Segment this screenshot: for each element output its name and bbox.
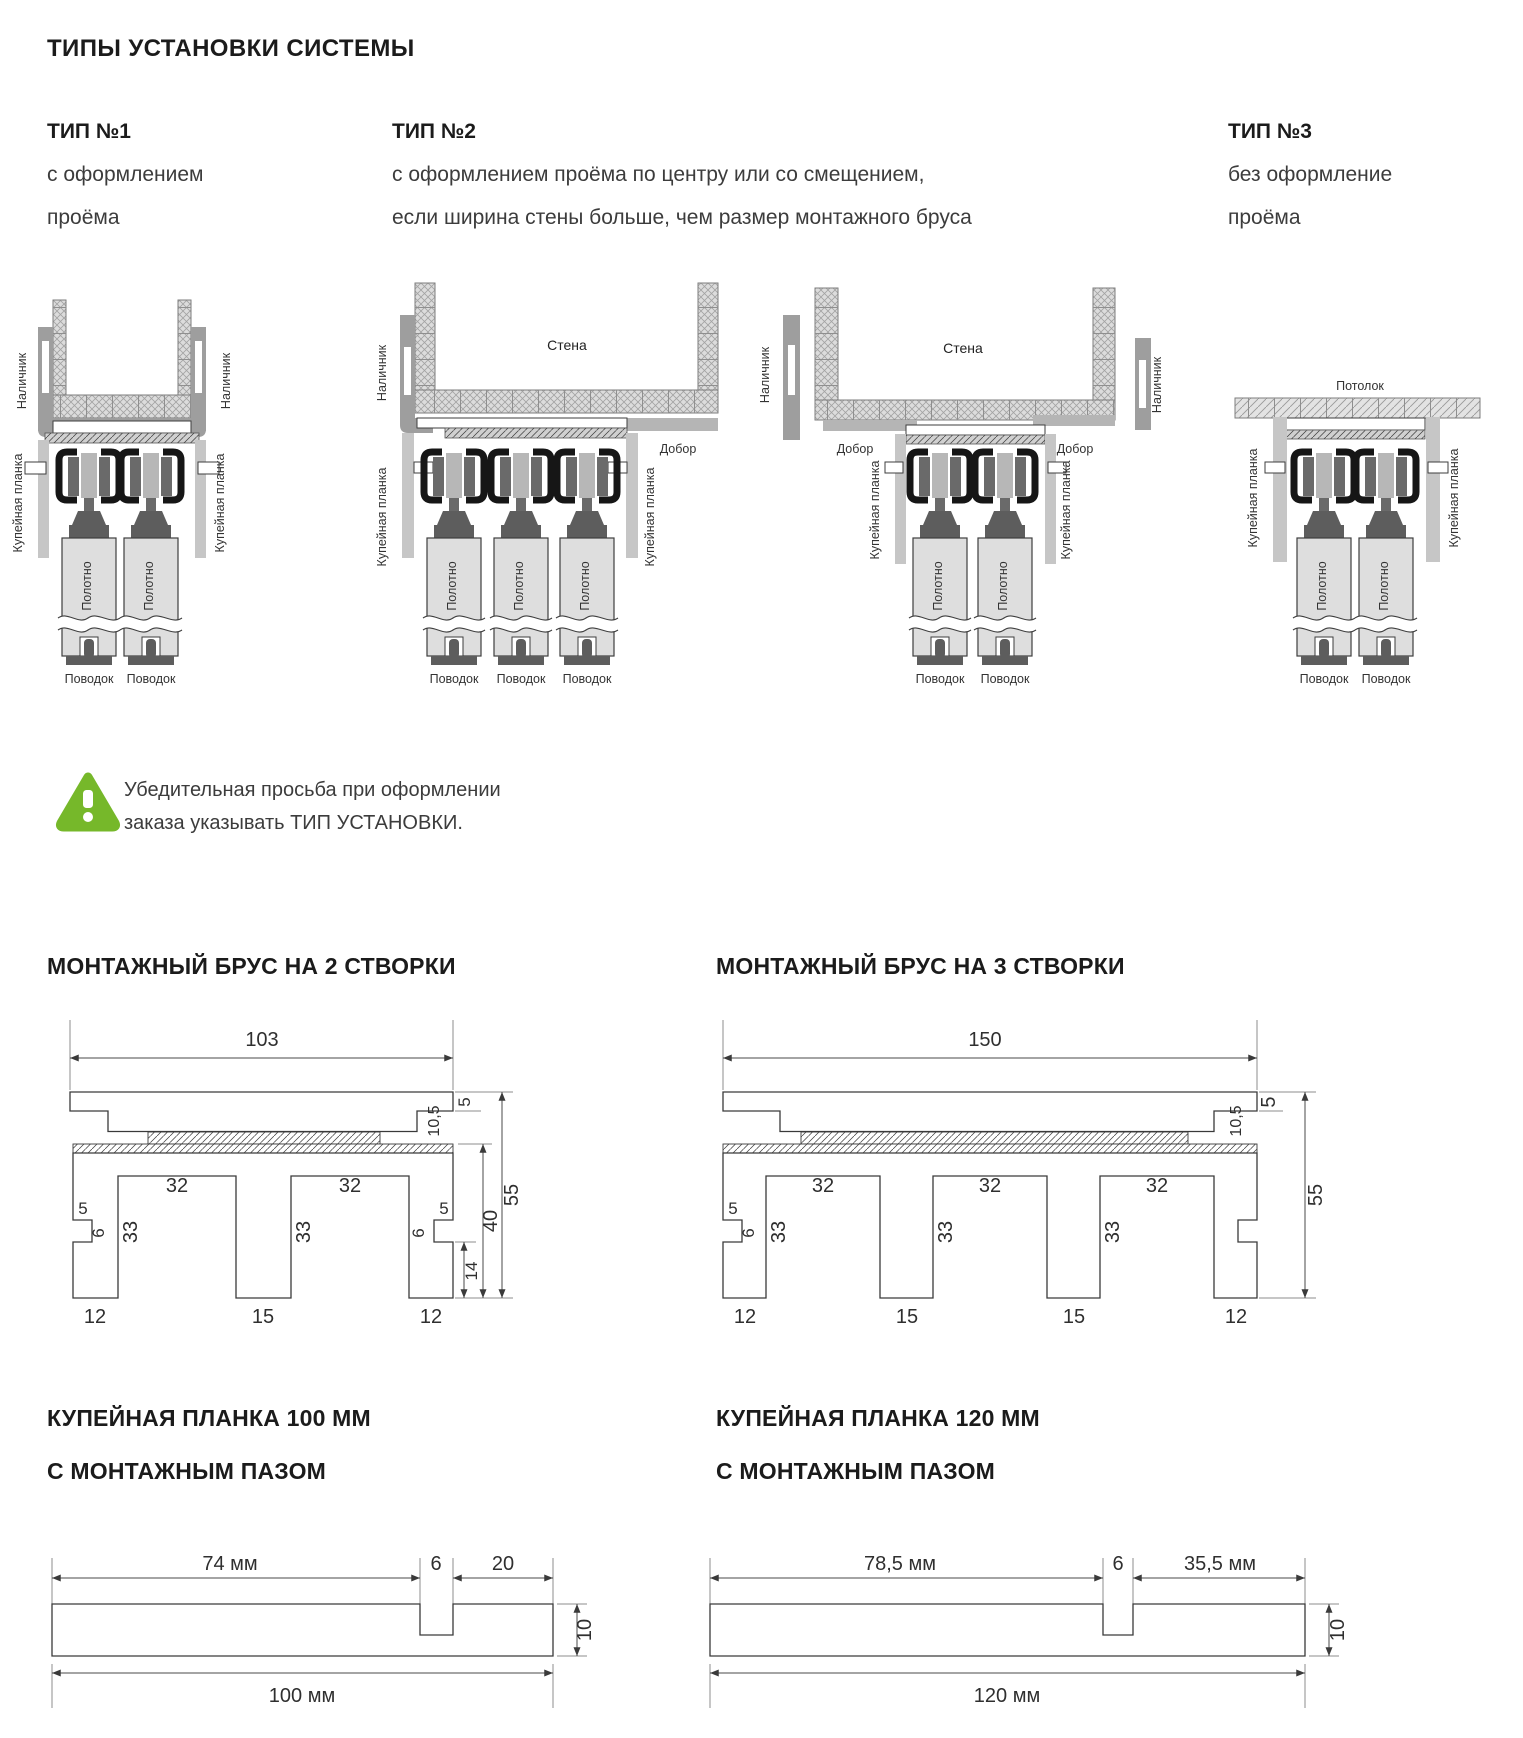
dim-value: 32 (338, 1175, 362, 1197)
dobor-strip (823, 420, 917, 431)
track-base (417, 418, 627, 428)
type1-diagram (8, 255, 268, 700)
beam2-title: МОНТАЖНЫЙ БРУС НА 2 СТВОРКИ (47, 953, 456, 979)
dim-value: 100 мм (268, 1685, 336, 1707)
dim-value: 55 (501, 1183, 523, 1207)
dobor-strip (613, 418, 718, 431)
dobor-label: Добор (1056, 442, 1094, 456)
track-base (53, 421, 191, 433)
hatched-plank (73, 1132, 453, 1153)
plank-label: Купейная планка (11, 453, 25, 553)
page-title: ТИПЫ УСТАНОВКИ СИСТЕМЫ (47, 35, 415, 62)
wall (53, 300, 191, 418)
plank-profile (710, 1604, 1305, 1656)
dim-value: 12 (1224, 1306, 1248, 1328)
dim-total (710, 1664, 1305, 1708)
dim-value: 120 мм (973, 1685, 1041, 1707)
mount-strip (45, 433, 199, 443)
plank-label: Купейная планка (1447, 448, 1461, 548)
plank100-title-line1: КУПЕЙНАЯ ПЛАНКА 100 ММ (47, 1405, 371, 1431)
track-base (1285, 418, 1425, 430)
casing-label: Наличник (15, 352, 29, 410)
dim-value: 10,5 (1228, 1105, 1245, 1137)
dim-value: 32 (811, 1175, 835, 1197)
dim-value: 6 (89, 1228, 108, 1238)
dim-value: 12 (419, 1306, 443, 1328)
dim-value: 103 (245, 1029, 279, 1051)
dim-value: 20 (491, 1553, 515, 1575)
dim-value: 150 (968, 1029, 1002, 1051)
dobor-label: Добор (659, 442, 697, 456)
door-unit (1355, 452, 1417, 686)
type-1-title: ТИП №1 (47, 120, 131, 143)
casing-label: Наличник (758, 346, 772, 404)
warning-line: заказа указывать ТИП УСТАНОВКИ. (124, 812, 463, 834)
dim-value: 5 (78, 1199, 88, 1218)
warning-line: Убедительная просьба при оформлении (124, 779, 501, 801)
type-3-desc-line: проёма (1228, 206, 1301, 229)
type-2-desc-line: с оформлением проёма по центру или со смещением, (392, 163, 925, 186)
dim-height (557, 1604, 596, 1656)
mount-strip (906, 435, 1045, 444)
dim-value: 10 (1327, 1618, 1349, 1642)
plank120-title-line2: С МОНТАЖНЫМ ПАЗОМ (716, 1458, 996, 1484)
dim-value: 32 (978, 1175, 1002, 1197)
type2-diagram (330, 255, 730, 700)
door-unit (909, 452, 971, 686)
type-2-title: ТИП №2 (392, 120, 476, 143)
casing-label: Наличник (375, 344, 389, 402)
casing-label: Наличник (219, 352, 233, 410)
dim-value: 10 (574, 1618, 596, 1642)
plank120-diagram (650, 1530, 1350, 1735)
wall-label: Стена (943, 340, 983, 356)
type-2-desc-line: если ширина стены больше, чем размер монтажного бруса (392, 206, 972, 229)
dim-value: 33 (293, 1220, 315, 1244)
dim-value: 40 (480, 1209, 502, 1233)
dim-value: 55 (1305, 1183, 1327, 1207)
dim-value: 6 (409, 1228, 428, 1238)
plank-label: Купейная планка (213, 453, 227, 553)
type-3-title: ТИП №3 (1228, 120, 1312, 143)
dobor-label: Добор (836, 442, 874, 456)
dim-value: 12 (83, 1306, 107, 1328)
plank-label: Купейная планка (643, 467, 657, 567)
plank-label: Купейная планка (1246, 448, 1260, 548)
warning-icon (52, 770, 124, 834)
dim-value: 5 (439, 1199, 449, 1218)
dim-width (723, 1020, 1257, 1090)
dim-total (52, 1664, 553, 1708)
dim-value: 74 мм (202, 1553, 258, 1575)
dim-value: 33 (120, 1220, 142, 1244)
dim-value: 15 (251, 1306, 275, 1328)
page: Полотно Поводок ТИПЫ УСТАНОВКИ СИСТЕМЫ ТИП №1 с оформлением проёма ТИП №2 с оформлением проёма по центру или со смещением, если ширина стены больше, чем размер монтажного бруса ТИП №3 без оформление проёма Наличник Наличник Купейная планка Купейная планка Стена Наличник Добор Купейная планка Купейная планка Стена Наличник Наличник Добор Добор Купейная планка Купейная планка Потолок Купейная планка Купейная планка Убедительная просьба при оформлении заказа указывать ТИП УСТАНОВКИ. МОНТАЖНЫЙ БРУС НА 2 СТВОРКИ МОНТАЖНЫЙ БРУС НА 3 СТВОРКИ 103 32 32 33 33 5 6 5 6 12 15 12 5 10,5 14 40 55 150 32 32 32 33 33 33 5 6 12 15 15 12 5 10,5 55 КУПЕЙНАЯ ПЛАНКА 100 ММ С МОНТАЖНЫМ ПАЗОМ КУПЕЙНАЯ ПЛАНКА 120 ММ С МОНТАЖНЫМ ПАЗОМ 74 мм 6 20 10 100 мм 78,5 мм 6 35,5 мм 10 120 мм (0, 0, 1523, 1738)
door-unit (58, 452, 120, 686)
track-base (906, 425, 1045, 435)
plank120-title (716, 1392, 1040, 1498)
dim-value: 35,5 мм (1184, 1553, 1256, 1575)
plank-profile (52, 1604, 553, 1656)
door-unit (490, 452, 552, 686)
door-unit (974, 452, 1036, 686)
mount-strip (445, 428, 627, 438)
dim-value: 33 (935, 1220, 957, 1244)
plank-label: Купейная планка (1059, 460, 1073, 560)
dim-value: 6 (1112, 1553, 1124, 1575)
dim-value: 32 (165, 1175, 189, 1197)
hatched-plank (723, 1132, 1257, 1153)
dim-value: 5 (455, 1097, 474, 1107)
dim-value: 15 (895, 1306, 919, 1328)
type-1-desc-line: проёма (47, 206, 120, 229)
door-unit (1293, 452, 1355, 686)
dim-value: 12 (733, 1306, 757, 1328)
plank120-title-line1: КУПЕЙНАЯ ПЛАНКА 120 ММ (716, 1405, 1040, 1431)
dim-value: 6 (430, 1553, 442, 1575)
dim-value: 32 (1145, 1175, 1169, 1197)
ceiling-label: Потолок (1336, 379, 1384, 393)
dobor-strip (1033, 415, 1115, 426)
dim-top (710, 1553, 1305, 1604)
type-3-desc-line: без оформление (1228, 163, 1393, 186)
mount-strip (1285, 430, 1425, 439)
warning-exclamation-dot (83, 812, 93, 822)
dim-value: 33 (768, 1220, 790, 1244)
door-unit (556, 452, 618, 686)
dim-value: 33 (1102, 1220, 1124, 1244)
dim-value: 6 (739, 1228, 758, 1238)
wall-label: Стена (547, 337, 587, 353)
type-1-desc-line: с оформлением (47, 163, 204, 186)
top-plate (723, 1092, 1257, 1132)
dim-width (70, 1020, 453, 1090)
beam3-title: МОНТАЖНЫЙ БРУС НА 3 СТВОРКИ (716, 953, 1125, 979)
plank100-diagram (30, 1530, 595, 1735)
plank100-title (47, 1392, 371, 1498)
dim-top (52, 1553, 553, 1604)
ceiling (1235, 398, 1480, 418)
dim-value: 10,5 (426, 1105, 443, 1137)
dim-value: 15 (1062, 1306, 1086, 1328)
type3-diagram (1170, 255, 1523, 700)
beam2-diagram (40, 980, 540, 1330)
dim-value: 78,5 мм (864, 1553, 936, 1575)
plank-label: Купейная планка (375, 467, 389, 567)
plank100-title-line2: С МОНТАЖНЫМ ПАЗОМ (47, 1458, 327, 1484)
door-unit (120, 452, 182, 686)
dim-value: 5 (728, 1199, 738, 1218)
dim-value: 5 (1258, 1096, 1280, 1108)
beam3-diagram (685, 980, 1330, 1330)
dim-height (1309, 1604, 1349, 1656)
door-unit (423, 452, 485, 686)
warning-exclamation-icon (83, 790, 93, 808)
dim-value: 14 (462, 1261, 481, 1281)
top-plate (70, 1092, 453, 1132)
type2b-diagram (723, 255, 1173, 700)
plank-label: Купейная планка (868, 460, 882, 560)
casing-label: Наличник (1150, 356, 1164, 414)
